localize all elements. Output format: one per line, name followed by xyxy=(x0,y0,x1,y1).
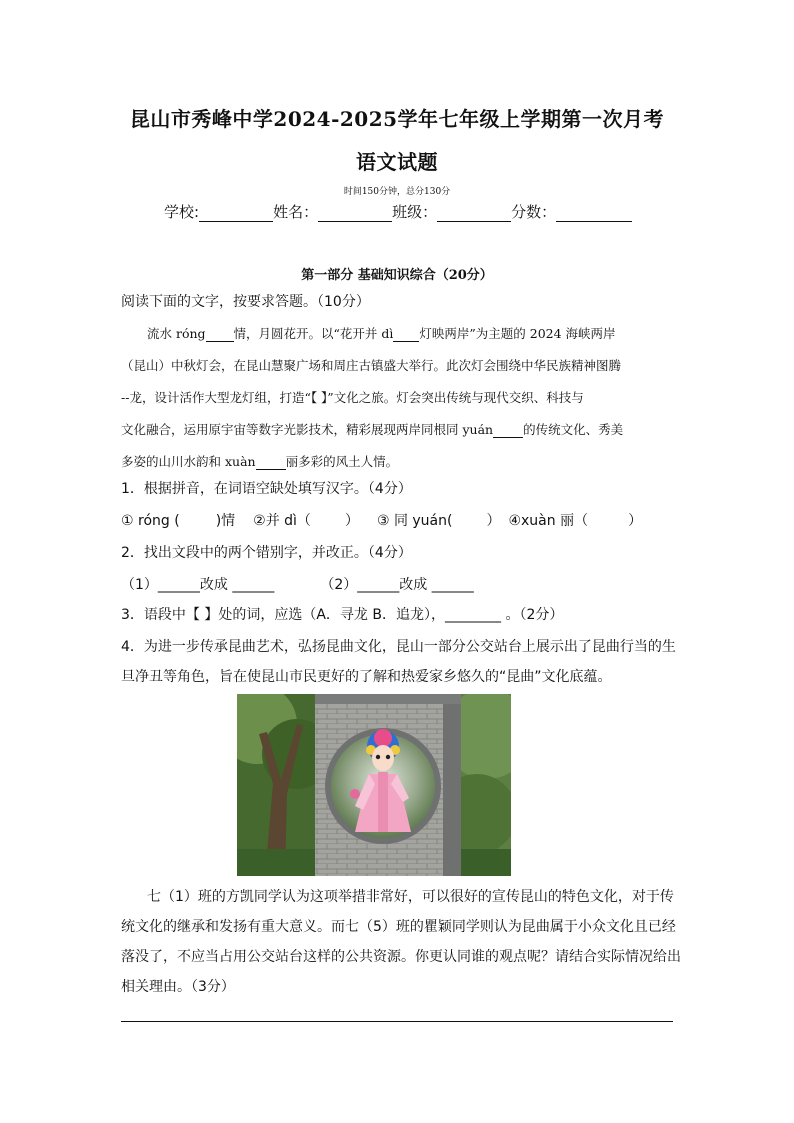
passage-line-2: （昆山）中秋灯会，在昆山慧聚广场和周庄古镇盛大举行。此次灯会围绕中华民族精神图腾 xyxy=(121,358,622,373)
question-4-para-2: 统文化的继承和发扬有重大意义。而七（5）班的瞿颖同学则认为昆曲属于小众文化且已经 xyxy=(121,919,676,935)
kunqu-bus-stop-photo xyxy=(237,694,511,876)
passage-line-4: 文化融合，运用原宇宙等数字光影技术，精彩展现两岸同根同 yuán 的传统文化、秀美 xyxy=(121,422,624,437)
question-4-line-2: 旦净丑等角色，旨在使昆山市民更好的了解和热爱家乡悠久的“昆曲”文化底蕴。 xyxy=(121,669,612,685)
question-4-para-1: 七（1）班的方凯同学认为这项举措非常好，可以很好的宣传昆山的特色文化，对于传 xyxy=(147,889,674,905)
score-field[interactable] xyxy=(556,205,632,222)
passage-line-3: --龙，设计活作大型龙灯组，打造“【 】”文化之旅。灯会突出传统与现代交织、科技与 xyxy=(121,390,584,405)
class-field[interactable] xyxy=(437,205,511,222)
question-4-line-1: 4．为进一步传承昆曲艺术，弘扬昆曲文化，昆山一部分公交站台上展示出了昆曲行当的生 xyxy=(121,639,676,655)
answer-2-2[interactable]: （2）______改成 ______ xyxy=(320,577,474,593)
instruction-text: 阅读下面的文字，按要求答题。（10分） xyxy=(121,294,370,310)
name-field[interactable] xyxy=(318,205,392,222)
section-heading: 第一部分 基础知识综合（20分） xyxy=(301,268,493,283)
question-3: 3．语段中【 】处的词，应选（A．寻龙 B．追龙），________ 。（2分） xyxy=(121,607,564,623)
exam-note: 时间150分钟，总分130分 xyxy=(343,187,451,197)
blank-di[interactable] xyxy=(393,327,419,342)
question-2-answers xyxy=(121,574,474,594)
blank-xuan[interactable] xyxy=(256,455,286,470)
score-label: 分数： xyxy=(511,203,557,221)
blank-rong[interactable] xyxy=(206,327,234,342)
question-2: 2．找出文段中的两个错别字，并改正。（4分） xyxy=(121,545,412,561)
question-1: 1．根据拼音，在词语空缺处填写汉字。（4分） xyxy=(121,481,412,497)
passage-line-5: 多姿的山川水韵和 xuàn 丽多彩的风土人情。 xyxy=(121,454,399,469)
answer-2-1[interactable]: （1）______改成 ______ xyxy=(121,577,275,593)
student-info-line xyxy=(164,201,632,222)
exam-subject: 语文试题 xyxy=(356,150,438,174)
question-1-items: ① róng ( )情 ②并 dì（ ） ③ 同 yuán( ） ④xuàn 丽（ ） xyxy=(121,513,643,529)
blank-yuan[interactable] xyxy=(493,423,523,438)
question-4-para-3: 落没了，不应当占用公交站台这样的公共资源。你更认同谁的观点呢？请结合实际情况给出 xyxy=(121,949,681,965)
class-label: 班级： xyxy=(392,203,438,221)
school-field[interactable] xyxy=(199,205,273,222)
name-label: 姓名： xyxy=(273,203,319,221)
question-4-para-4: 相关理由。（3分） xyxy=(121,979,235,995)
exam-title: 昆山市秀峰中学2024-2025学年七年级上学期第一次月考 xyxy=(129,107,665,131)
answer-line[interactable] xyxy=(121,1021,673,1022)
passage-line-1: 流水 róng 情，月圆花开。以“花开并 dì 灯映两岸”为主题的 2024 海峡两岸 xyxy=(147,326,616,341)
school-label: 学校: xyxy=(164,203,200,221)
